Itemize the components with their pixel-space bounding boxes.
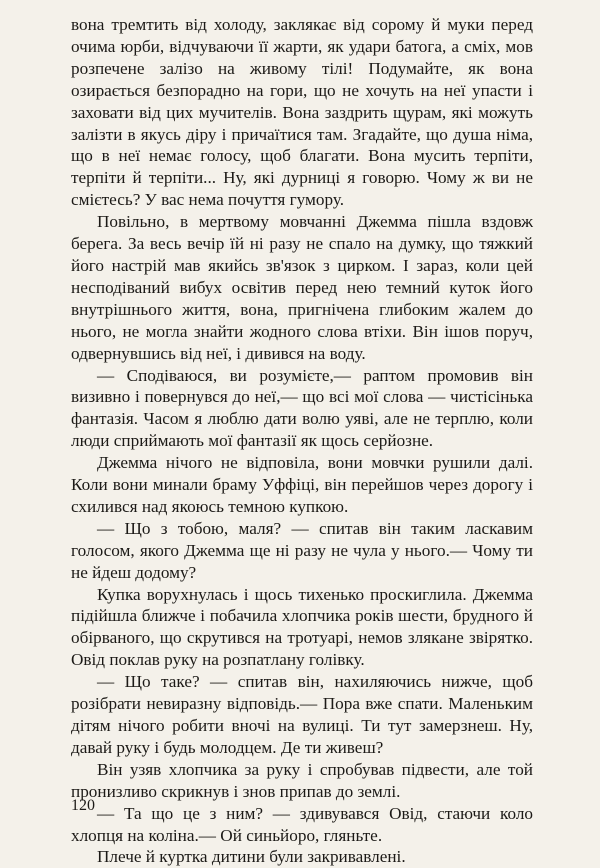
paragraph: — Що таке? — спитав він, нахиляючись нижче, щоб розібрати невиразну відповідь.— Пора вже спати. Маленьким дітям нічого робити вночі на вулиці. Ти тут замерзнеш. Ну, давай руку і будь молодцем. Де ти живеш? [71,672,533,757]
paragraph: вона тремтить від холоду, заклякає від сорому й муки перед очима юрби, відчуваючи її жарти, як удари батога, а сміх, мов розпечене залізо на живому тілі! Подумайте, як вона озирається безпорадно на гори, що не хочуть на неї упасти і заховати від цих мучителів. Вона заздрить щурам, які можуть залізти в якусь діру і причаїтися там. Згадайте, що душа німа, що в неї немає голосу, щоб благати. Вона мусить терпіти, терпіти й терпіти... Ну, які дурниці я говорю. Чому ж ви не смієтесь? У вас нема почуття гумору. [71,15,533,210]
paragraph: — Сподіваюся, ви розумієте,— раптом промовив він визивно і повернувся до неї,— що всі мої слова — чистісінька фантазія. Часом я люблю дати волю уяві, але не терплю, коли люди сприймають мої фантазії як щось серйозне. [71,365,533,451]
paragraph: Він узяв хлопчика за руку і спробував підвести, але той пронизливо скрикнув і знов припав до землі. [71,759,533,801]
paragraph: Джемма нічого не відповіла, вони мовчки рушили далі. Коли вони минали браму Уффіці, він перейшов через дорогу і схилився над якоюсь темною купкою. [71,453,533,516]
paragraph: Повільно, в мертвому мовчанні Джемма пішла вздовж берега. За весь вечір їй ні разу не спало на думку, що тяжкий його настрій мав якийсь зв'язок з цирком. І зараз, коли цей несподіваний вибух освітив перед нею темний куток його внутрішнього життя, вона, пригнічена глибоким жалем до нього, не могла знайти жодного слова втіхи. Він ішов поруч, одвернувшись від неї, і дивився на воду. [71,212,533,363]
page-number: 120 [71,797,95,814]
paragraph: Плече й куртка дитини були закривавлені. [97,847,406,867]
body-text [71,14,533,868]
paragraph: — Що з тобою, маля? — спитав він таким ласкавим голосом, якого Джемма ще ні разу не чула у нього.— Чому ти не йдеш додому? [71,518,533,582]
paragraph: Купка ворухнулась і щось тихенько проскиглила. Джемма підійшла ближче і побачила хлопчика років шести, брудного й обірваного, що скрутився на тротуарі, немов злякане звірятко. Овід поклав руку на розпатлану голівку. [71,584,533,670]
paragraph: — Та що це з ним? — здивувався Овід, стаючи коло хлопця на коліна.— Ой синьйоро, гляньте. [71,803,533,845]
